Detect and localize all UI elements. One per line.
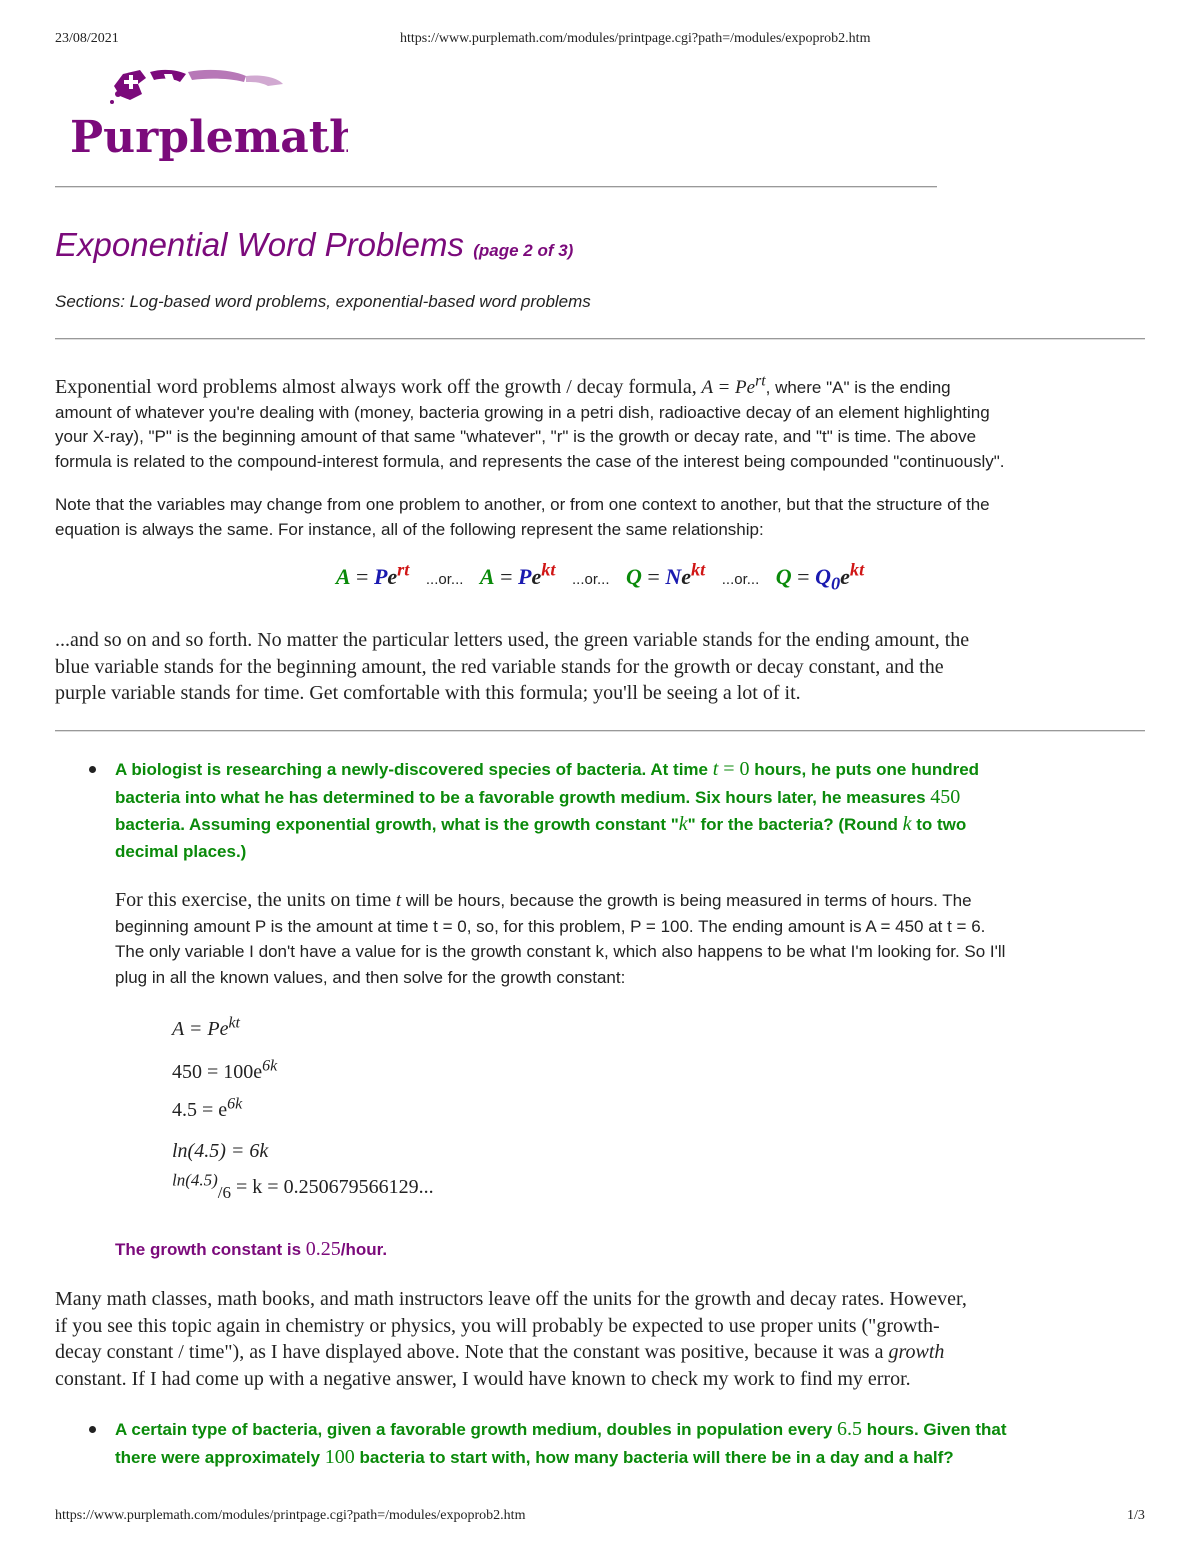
formula2-lhs: A [479,564,495,589]
step1-lhs: A = Pe [172,1018,229,1040]
sections-line: Sections: Log-based word problems, exponential-based word problems [55,292,591,311]
formula1-base: P [373,564,388,589]
logo-text: Purplemath [70,112,348,163]
explain-line3: purple variable stands for time. Get comfortable with this formula; you'll be seeing a lot of it. [55,682,801,704]
formula3-lhs: Q [626,564,642,589]
p2-text: there were approximately [115,1447,325,1467]
or-separator: ...or... [572,571,610,588]
formula-variants [0,559,1200,594]
formula2-eq: = [494,564,519,589]
bullet [89,1426,96,1433]
print-date: 23/08/2021 [55,31,119,46]
formula1-exp: rt [397,559,410,580]
sol1-line3: The only variable I don't have a value for is the growth constant k, which also happens to be what I'm looking for. So I'll [115,942,1006,961]
formula4-exp: kt [849,559,865,580]
divider [55,338,1145,340]
intro-serif-lead: Exponential word problems almost always work off the growth / decay formula, [55,376,697,398]
formula1-eq: = [350,564,374,589]
structure-line1: Note that the variables may change from one problem to another, or from one context to another, but that the structure of the [55,495,990,514]
p1-var-k: k [678,813,688,835]
units-note [55,1286,1155,1392]
intro-formula-exp: rt [755,372,766,390]
answer1-text: The growth constant is [115,1240,306,1259]
logo-graphic [68,66,348,166]
step3-lhs: 4.5 = e [172,1099,228,1121]
step5-rest: = k = 0.250679566129... [231,1176,434,1198]
intro-paragraph [55,374,1155,474]
step4-text: ln(4.5) = 6k [172,1140,269,1162]
formula3-e: e [681,564,691,589]
print-url-footer: https://www.purplemath.com/modules/printpage.cgi?path=/modules/expoprob2.htm [55,1508,526,1523]
formula4-base: Q [815,564,831,589]
bullet [89,766,96,773]
intro-line2: amount of whatever you're dealing with (money, bacteria growing in a petri dish, radioactive decay of an element highlighting [55,402,990,422]
p2-text: A certain type of bacteria, given a favorable growth medium, doubles in population every [115,1420,838,1439]
formula2-exp: kt [541,559,556,580]
divider [55,186,937,188]
units-growth-em: growth [888,1341,945,1363]
formula4-e: e [840,564,850,589]
problem2-statement [115,1416,1155,1471]
p1-num-450: 450 [930,785,961,808]
sol1-line4: plug in all the known values, and then solve for the growth constant: [115,967,626,987]
p2-num: 100 [324,1445,355,1468]
p1-text: bacteria into what he has determined to be a favorable growth medium. Six hours later, he measures [115,787,931,807]
p1-text: decimal places.) [115,841,247,861]
p1-text: A biologist is researching a newly-discovered species of bacteria. At time [115,760,713,779]
problem1-statement [115,756,1115,865]
color-explanation [55,627,1155,707]
step2 [172,1057,278,1084]
formula4-base-sub: 0 [830,573,841,594]
p2-text: hours. Given that [862,1420,1007,1439]
units-line4: constant. If I had come up with a negative answer, I would have known to check my work to find my error. [55,1367,911,1390]
formula1-lhs: A [335,564,351,589]
step4 [172,1140,268,1163]
step1-exp: kt [228,1014,240,1032]
page-title-sub: (page 2 of 3) [473,241,574,260]
answer1-unit: /hour. [340,1240,388,1259]
sol1-serif-lead: For this exercise, the units on time [115,889,392,911]
units-line2: if you see this topic again in chemistry or physics, you will probably be expected to use proper units ("growth- [55,1314,940,1337]
p1-var-k: k [902,813,912,835]
formula3-base: N [665,564,682,589]
sol1-line2: beginning amount P is the amount at time t = 0, so, for this problem, P = 100. The ending amount is A = 450 at t = 6. [115,916,986,936]
intro-formula [701,372,766,398]
page-title-text: Exponential Word Problems [55,226,465,263]
intro-formula-base: A = Pe [701,377,756,398]
step3-exp: 6k [227,1095,243,1113]
p1-text: bacteria. Assuming exponential growth, what is the growth constant " [115,815,679,834]
intro-line1-rest: , where "A" is the ending [765,378,951,397]
intro-line3: your X-ray), "P" is the beginning amount of that same "whatever", "r" is the growth or decay rate, and "t" is time. The above [55,427,977,447]
or-separator: ...or... [721,571,760,588]
step3 [172,1095,243,1122]
page-title [55,226,573,264]
formula4-eq: = [791,564,816,589]
structure-paragraph [55,493,1155,542]
step1 [172,1014,240,1041]
units-line3: decay constant / time"), as I have displayed above. Note that the constant was positive, because it was a [55,1341,889,1363]
units-line1: Many math classes, math books, and math instructors leave off the units for the growth and decay rates. However, [55,1288,967,1310]
p1-var-t: t [712,758,719,780]
answer1-value: 0.25 [305,1238,341,1260]
solution1-paragraph [115,887,1155,990]
step5-den: /6 [217,1183,232,1202]
step2-lhs: 450 = 100e [172,1061,263,1083]
purplemath-logo[interactable] [68,66,348,166]
p1-eq0: = 0 [718,758,750,780]
structure-line2: equation is always the same. For instance, all of the following represent the same relationship: [55,519,764,539]
step2-exp: 6k [262,1057,278,1075]
p1-text: " for the bacteria? (Round [687,815,903,834]
formula4-lhs: Q [775,564,792,589]
p2-num: 6.5 [837,1418,863,1440]
sol1-var-t: t [395,890,402,911]
formula2-base: P [518,564,532,589]
p1-text: to two [911,815,967,834]
page-number: 1/3 [1127,1508,1145,1523]
explain-line2: blue variable stands for the beginning amount, the red variable stands for the growth or decay constant, and the [55,655,944,678]
answer1 [115,1238,387,1261]
divider [55,730,1145,732]
step5-num: ln(4.5) [172,1170,218,1190]
step5 [172,1170,434,1203]
print-url-header: https://www.purplemath.com/modules/printpage.cgi?path=/modules/expoprob2.htm [400,31,871,46]
explain-line1: ...and so on and so forth. No matter the particular letters used, the green variable stands for the ending amount, the [55,629,970,651]
intro-line4: formula is related to the compound-interest formula, and represents the case of the interest being compounded "continuously". [55,451,1005,471]
formula2-e: e [531,564,542,589]
formula1-e: e [387,564,398,589]
formula3-eq: = [641,564,666,589]
p2-text: bacteria to start with, how many bacteria will there be in a day and a half? [354,1447,954,1467]
sol1-line1-rest: will be hours, because the growth is being measured in terms of hours. The [405,891,972,910]
p1-text: hours, he puts one hundred [749,760,980,779]
formula3-exp: kt [690,559,706,580]
or-separator: ...or... [425,571,464,588]
